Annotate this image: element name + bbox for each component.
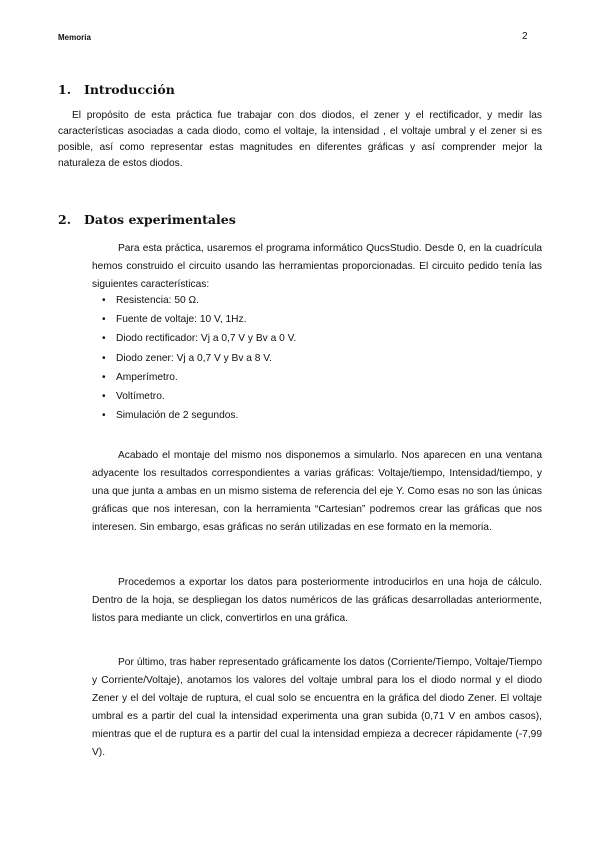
running-header: Memoria	[58, 33, 91, 42]
section-1-title: Introducción	[84, 82, 175, 97]
experimental-intro-paragraph: Para esta práctica, usaremos el programa informático QucsStudio. Desde 0, en la cuadrícula hemos construido el circuito usando las herramientas proporcionadas. El circuito pedido tenía las siguientes características:	[92, 243, 542, 290]
simulation-paragraph: Acabado el montaje del mismo nos disponemos a simularlo. Nos aparecen en una ventana adyacente los resultados correspondientes a varias gráficas: Voltaje/tiempo, Intensidad/tiempo, y una que junta a ambas en un mismo sistema de referencia del eje Y. Como esas no son las únicas gráficas que nos interesan, con la herramienta “Cartesian” podremos crear las gráficas que nos interesen. Sin embargo, esas gráficas no serán utilizadas en ese formato en la memoria.	[92, 450, 542, 533]
section-2-title: Datos experimentales	[84, 212, 236, 227]
list-item: • Resistencia: 50 Ω.	[102, 295, 199, 306]
intro-paragraph: El propósito de esta práctica fue trabajar con dos diodos, el zener y el rectificador, y medir las características asociadas a cada diodo, como el voltaje, la intensidad , el voltaje umbral y el zener si es posible, así como representar estas magnitudes en diferentes gráficas y así comprender mejor la naturaleza de estos diodos.	[58, 110, 542, 169]
list-item: • Voltímetro.	[102, 390, 165, 402]
list-item: • Diodo zener: Vj a 0,7 V y Bv a 8 V.	[102, 352, 272, 364]
list-item: • Amperímetro.	[102, 371, 178, 383]
results-paragraph: Por último, tras haber representado gráficamente los datos (Corriente/Tiempo, Voltaje/Tiempo y Corriente/Voltaje), anotamos los valores del voltaje umbral para los el diodo normal y el diodo Zener y el del voltaje de ruptura, el cual solo se encuentra en la gráfica del diodo Zener. El voltaje umbral es a partir del cual la intensidad experimenta una gran subida (0,71 V en ambos casos), mientras que el de ruptura es a partir del cual la intensidad empieza a decrecer rápidamente (-7,99 V).	[92, 657, 542, 758]
export-paragraph: Procedemos a exportar los datos para posteriormente introducirlos en una hoja de cálculo. Dentro de la hoja, se despliegan los datos numéricos de las gráficas desarrolladas anteriormente, listos para mediante un click, convertirlos en una gráfica.	[92, 577, 542, 624]
section-2-heading	[58, 212, 236, 227]
page-number: 2	[522, 31, 528, 42]
list-item: • Simulación de 2 segundos.	[102, 410, 239, 422]
section-2-number: 2.	[58, 212, 72, 227]
list-item: • Fuente de voltaje: 10 V, 1Hz.	[102, 314, 247, 326]
list-item: • Diodo rectificador: Vj a 0,7 V y Bv a 0 V.	[102, 333, 297, 345]
circuit-characteristics-list	[100, 292, 296, 426]
section-1-number: 1.	[58, 82, 72, 97]
section-1-heading	[58, 82, 175, 97]
